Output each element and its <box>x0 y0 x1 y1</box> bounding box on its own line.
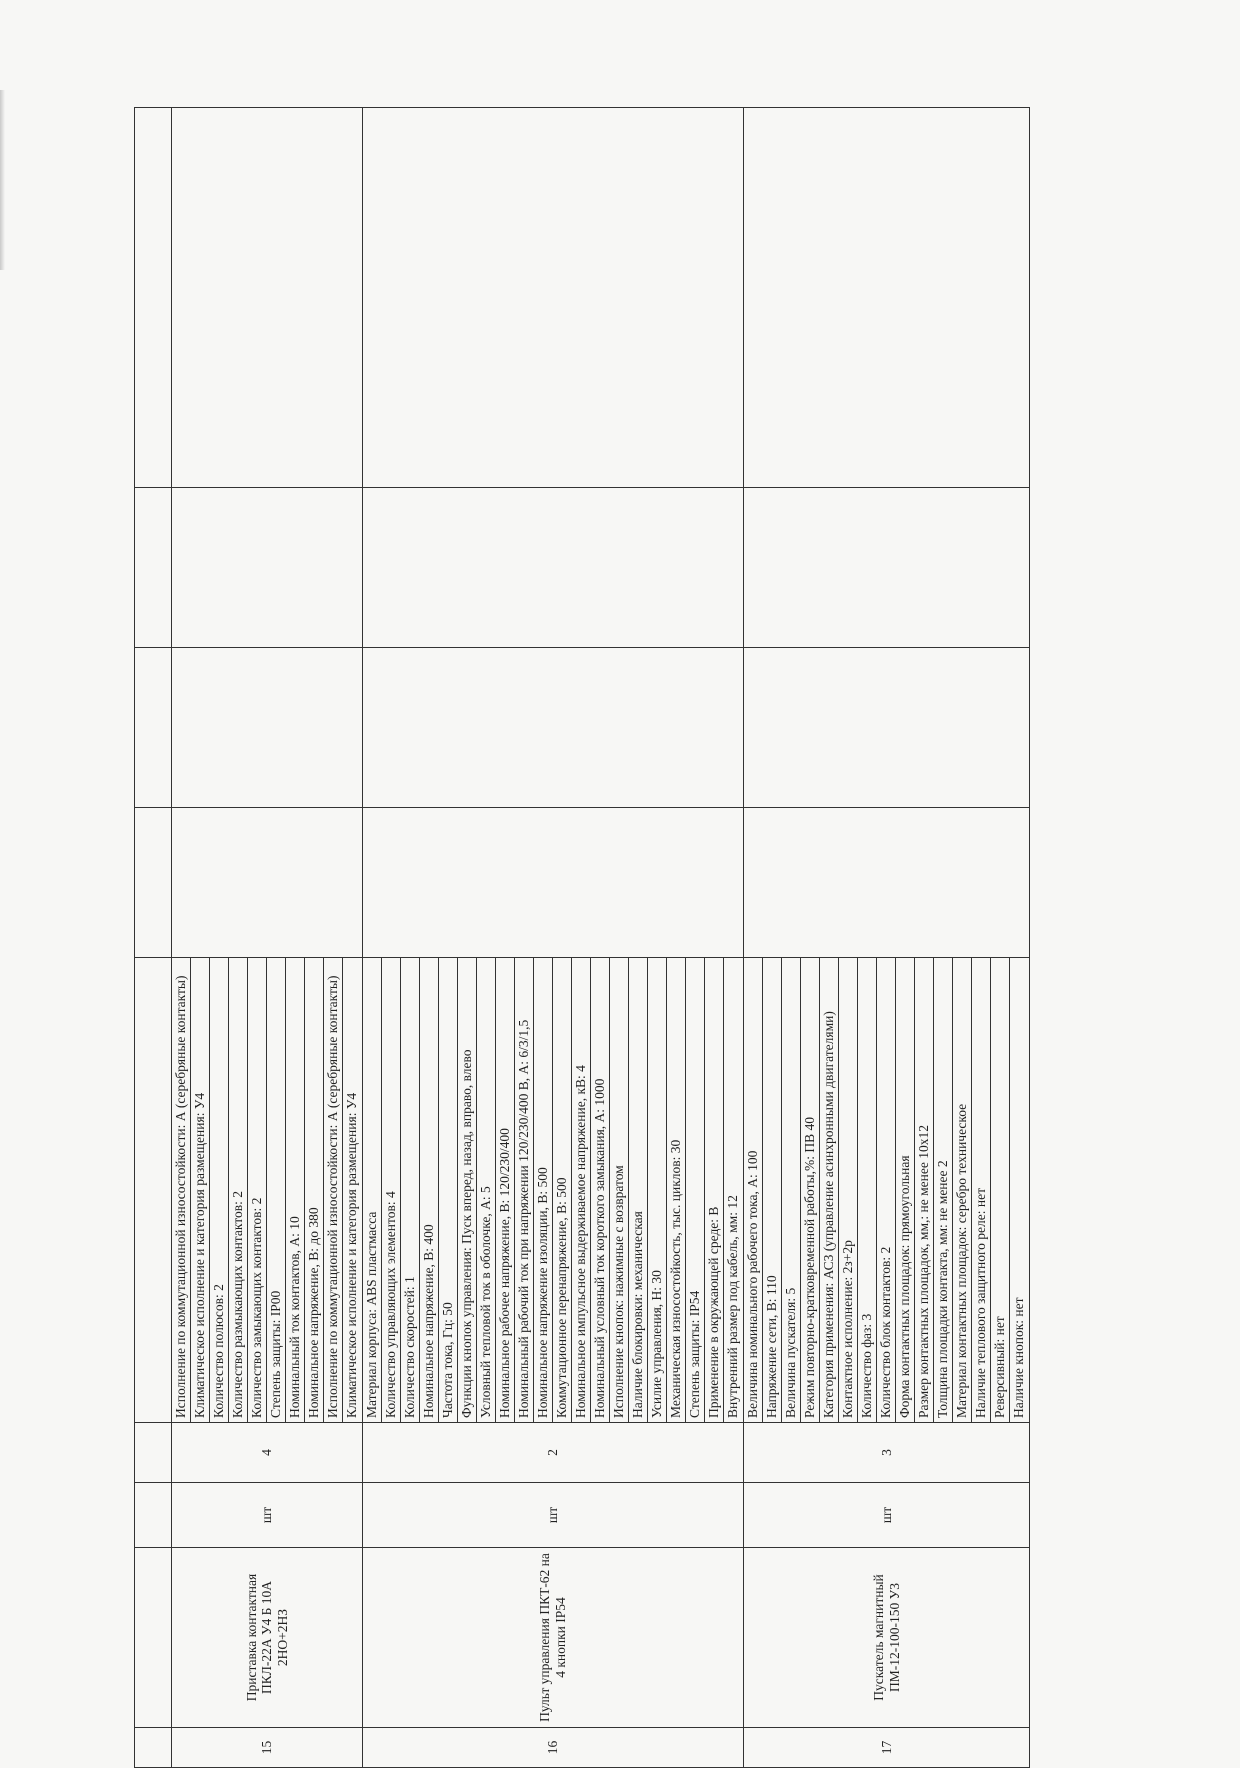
characteristic-item: Номинальный рабочий ток при напряжении 120/230/400 В, А: 6/3/1,5 <box>515 958 534 1422</box>
characteristic-item: Толщина площадки контакта, мм: не менее 2 <box>934 958 953 1422</box>
characteristic-item: Материал корпуса: ABS пластмасса <box>363 958 382 1422</box>
empty-cell <box>744 808 1030 958</box>
empty-cell <box>744 108 1030 488</box>
item-name: Пульт управления ПКТ-62 на 4 кнопки IP54 <box>363 1548 744 1728</box>
item-characteristics <box>363 958 744 1423</box>
item-quantity: 4 <box>172 1423 363 1483</box>
characteristic-item: Исполнение по коммутационной износостойкости: А (серебряные контакты) <box>172 958 191 1422</box>
characteristic-item: Номинальное напряжение, В: 400 <box>420 958 439 1422</box>
item-name: Пускатель магнитный ПМ-12-100-150 У3 <box>744 1548 1030 1728</box>
empty-cell <box>172 108 363 488</box>
item-characteristics <box>744 958 1030 1423</box>
table-row <box>363 108 744 1768</box>
characteristic-item: Исполнение кнопок: нажимные с возвратом <box>610 958 629 1422</box>
characteristic-item: Величина номинального рабочего тока, А: 100 <box>744 958 763 1422</box>
empty-cell <box>172 488 363 648</box>
item-characteristics <box>172 958 363 1423</box>
empty-cell <box>744 648 1030 808</box>
characteristic-item: Исполнение по коммутационной износостойкости: А (серебряные контакты) <box>324 958 343 1422</box>
characteristic-item: Степень защиты: IP00 <box>267 958 286 1422</box>
characteristic-item: Количество управляющих элементов: 4 <box>382 958 401 1422</box>
characteristic-item: Режим повторно-кратковременной работы,%: ПВ 40 <box>801 958 820 1422</box>
empty-cell <box>172 808 363 958</box>
characteristic-item: Номинальный условный ток короткого замыкания, А: 1000 <box>591 958 610 1422</box>
characteristic-item: Условный тепловой ток в оболочке, А: 5 <box>477 958 496 1422</box>
characteristic-item: Наличие блокировки: механическая <box>629 958 648 1422</box>
characteristic-item: Усилие управления, Н: 30 <box>648 958 667 1422</box>
characteristic-item: Материал контактных площадок: серебро техническое <box>953 958 972 1422</box>
characteristic-item: Количество скоростей: 1 <box>401 958 420 1422</box>
empty-cell <box>363 808 744 958</box>
characteristic-item: Количество замыкающих контактов: 2 <box>248 958 267 1422</box>
rotated-table-container <box>134 108 1124 1768</box>
characteristic-item: Климатическое исполнение и категория размещения: У4 <box>344 1092 359 1418</box>
characteristic-item: Климатическое исполнение и категория размещения: У4 <box>191 958 210 1422</box>
characteristic-item: Степень защиты: IP54 <box>686 958 705 1422</box>
characteristic-item: Коммутационное перенапряжение, В: 500 <box>553 958 572 1422</box>
characteristic-item: Номинальное напряжение изоляции, В: 500 <box>534 958 553 1422</box>
item-name: Приставка контактная ПКЛ-22А У4 Б 10А 2НО+2НЗ <box>172 1548 363 1728</box>
empty-cell <box>363 108 744 488</box>
characteristic-item: Наличие теплового защитного реле: нет <box>972 958 991 1422</box>
characteristic-item: Номинальное рабочее напряжение, В: 120/230/400 <box>496 958 515 1422</box>
item-unit: шт <box>744 1483 1030 1548</box>
characteristic-item: Категория применения: АС3 (управление асинхронными двигателями) <box>820 958 839 1422</box>
empty-cell <box>744 488 1030 648</box>
characteristic-item: Размер контактных площадок, мм,: не менее 10х12 <box>915 958 934 1422</box>
characteristic-item: Реверсивный: нет <box>991 958 1010 1422</box>
characteristic-item: Количество полюсов: 2 <box>210 958 229 1422</box>
row-number: 17 <box>744 1728 1030 1768</box>
table-top-row <box>135 108 172 1768</box>
characteristic-item: Количество фаз: 3 <box>858 958 877 1422</box>
characteristics-list <box>172 958 362 1422</box>
characteristic-item: Частота тока, Гц: 50 <box>439 958 458 1422</box>
table-row <box>744 108 1030 1768</box>
item-quantity: 2 <box>363 1423 744 1483</box>
characteristic-item: Контактное исполнение: 2з+2р <box>839 958 858 1422</box>
characteristic-item: Форма контактных площадок: прямоугольная <box>896 958 915 1422</box>
characteristic-item: Величина пускателя: 5 <box>782 958 801 1422</box>
characteristic-item: Внутренний размер под кабель, мм: 12 <box>725 1195 740 1418</box>
characteristic-item: Применение в окружающей среде: В <box>705 958 724 1422</box>
item-unit: шт <box>172 1483 363 1548</box>
characteristic-item: Наличие кнопок: нет <box>1011 1297 1026 1418</box>
specification-table <box>134 107 1030 1768</box>
item-quantity: 3 <box>744 1423 1030 1483</box>
characteristic-item: Номинальное напряжение, В: до 380 <box>305 958 324 1422</box>
empty-cell <box>363 648 744 808</box>
scan-edge-shadow <box>0 90 5 270</box>
characteristic-item: Номинальный ток контактов, А: 10 <box>286 958 305 1422</box>
characteristic-item: Количество размыкающих контактов: 2 <box>229 958 248 1422</box>
characteristic-item: Номинальное импульсное выдерживаемое напряжение, кВ: 4 <box>572 958 591 1422</box>
characteristic-item: Механическая износостойкость, тыс. циклов: 30 <box>667 958 686 1422</box>
table-row <box>172 108 363 1768</box>
empty-cell <box>172 648 363 808</box>
row-number: 16 <box>363 1728 744 1768</box>
item-unit: шт <box>363 1483 744 1548</box>
empty-cell <box>363 488 744 648</box>
characteristic-item: Количество блок контактов: 2 <box>877 958 896 1422</box>
characteristics-list <box>363 958 743 1422</box>
characteristic-item: Напряжение сети, В: 110 <box>763 958 782 1422</box>
characteristic-item: Функции кнопок управления: Пуск вперед, назад, вправо, влево <box>458 958 477 1422</box>
row-number: 15 <box>172 1728 363 1768</box>
characteristics-list <box>744 958 1029 1422</box>
